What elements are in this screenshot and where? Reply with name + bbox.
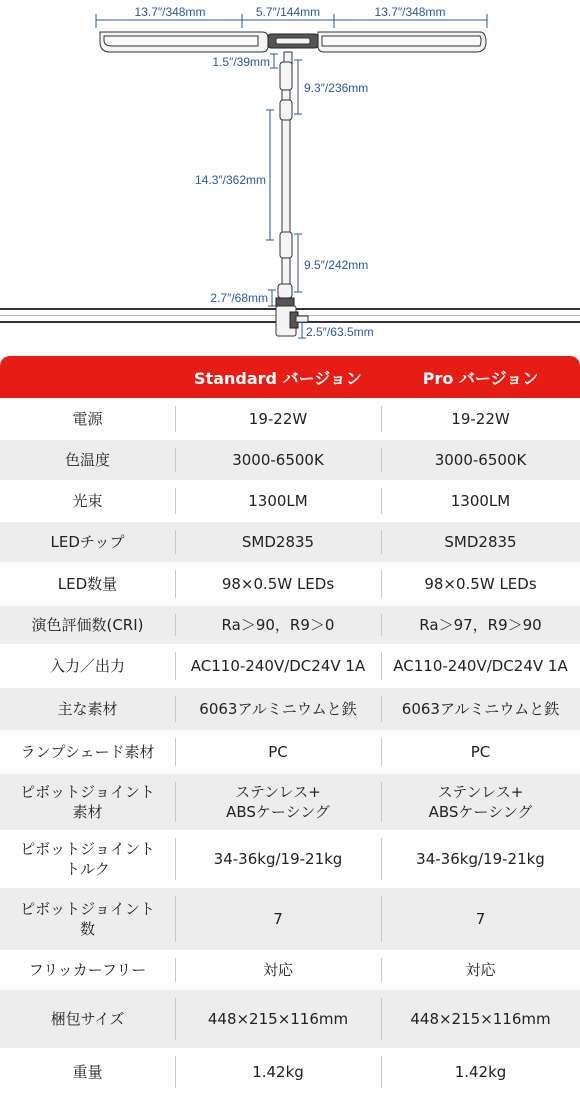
dim-lower-arm: 9.5″/242mm (304, 258, 369, 272)
row-label-text: ランプシェード素材 (20, 743, 155, 761)
table-row (0, 830, 580, 888)
standard-value-text: 34-36kg/19-21kg (213, 850, 343, 868)
standard-value (175, 480, 381, 522)
pro-value (381, 606, 580, 644)
standard-value-text: 対応 (262, 961, 293, 979)
pro-value-text: 対応 (465, 961, 496, 979)
row-label-text: LEDチップ (50, 533, 125, 551)
pro-value-text: ステンレス+ ABSケーシング (428, 783, 533, 821)
dim-neck: 1.5″/39mm (212, 55, 270, 69)
table-row (0, 1048, 580, 1096)
row-label (0, 774, 175, 830)
table-row (0, 644, 580, 688)
row-label-text: 重量 (72, 1063, 103, 1081)
pro-value-text: 34-36kg/19-21kg (416, 850, 545, 868)
pro-value (381, 950, 580, 990)
pro-value (381, 1048, 580, 1096)
row-label (0, 480, 175, 522)
table-row (0, 950, 580, 990)
standard-value-text: 1.42kg (252, 1063, 304, 1081)
pro-value (381, 990, 580, 1048)
pro-value-text: 98×0.5W LEDs (424, 575, 537, 593)
standard-value-text: SMD2835 (241, 533, 315, 551)
table-row (0, 888, 580, 950)
table-row (0, 440, 580, 480)
spec-table-body (0, 398, 580, 1096)
row-label (0, 888, 175, 950)
standard-value-text: PC (268, 743, 288, 761)
row-label (0, 830, 175, 888)
pro-value-text: AC110-240V/DC24V 1A (393, 657, 568, 675)
row-label-text: LED数量 (57, 575, 118, 593)
row-label-text: ピボットジョイント トルク (20, 840, 155, 878)
table-row (0, 606, 580, 644)
standard-value-text: 3000-6500K (232, 451, 324, 469)
row-label-text: ピボットジョイント 素材 (20, 783, 155, 821)
standard-value-text: Ra＞90，R9＞0 (221, 616, 335, 634)
table-row (0, 990, 580, 1048)
standard-value (175, 440, 381, 480)
standard-value-text: 7 (273, 910, 283, 928)
pro-value (381, 688, 580, 730)
standard-value (175, 774, 381, 830)
row-label (0, 440, 175, 480)
standard-value (175, 950, 381, 990)
pro-value (381, 480, 580, 522)
table-row (0, 562, 580, 606)
pro-value-text: SMD2835 (444, 533, 517, 551)
standard-value-text: AC110-240V/DC24V 1A (190, 657, 366, 675)
pro-value (381, 730, 580, 774)
pro-value-text: 448×215×116mm (410, 1010, 551, 1028)
table-row (0, 774, 580, 830)
row-label (0, 398, 175, 440)
standard-value (175, 1048, 381, 1096)
pro-value (381, 398, 580, 440)
pro-value (381, 562, 580, 606)
standard-value (175, 688, 381, 730)
table-row (0, 730, 580, 774)
standard-value-text: 1300LM (248, 492, 308, 510)
row-label (0, 562, 175, 606)
standard-value (175, 644, 381, 688)
row-label (0, 522, 175, 562)
row-label-text: フリッカーフリー (28, 961, 147, 979)
row-label-text: 演色評価数(CRI) (31, 616, 144, 634)
standard-value-text: 19-22W (248, 410, 308, 428)
row-label (0, 644, 175, 688)
dim-base: 2.7″/68mm (210, 291, 268, 305)
header-standard: Standard バージョン (194, 368, 362, 388)
spec-table (0, 356, 580, 1096)
row-label-text: 梱包サイズ (50, 1010, 125, 1028)
row-label-text: 色温度 (64, 451, 110, 469)
table-row (0, 688, 580, 730)
row-label-text: ピボットジョイント 数 (20, 900, 155, 938)
pro-value-text: 1.42kg (454, 1063, 507, 1081)
pro-value-text: 19-22W (451, 410, 510, 428)
standard-value (175, 398, 381, 440)
row-label-text: 主な素材 (57, 700, 118, 718)
row-label-text: 入力／出力 (49, 657, 125, 675)
standard-value (175, 730, 381, 774)
pro-value (381, 522, 580, 562)
spec-table-header (0, 356, 580, 398)
row-label-text: 電源 (72, 410, 103, 428)
standard-value (175, 562, 381, 606)
pro-value (381, 888, 580, 950)
row-label (0, 950, 175, 990)
standard-value-text: 6063アルミニウムと鉄 (199, 700, 357, 718)
standard-value-text: 448×215×116mm (207, 1010, 349, 1028)
row-label (0, 1048, 175, 1096)
standard-value (175, 990, 381, 1048)
table-row (0, 398, 580, 440)
header-pro: Pro バージョン (422, 368, 539, 388)
pro-value-text: PC (470, 743, 491, 761)
lamp-dimension-diagram (0, 0, 580, 350)
dim-clamp: 2.5″/63.5mm (306, 325, 374, 339)
pro-value-text: 7 (475, 910, 486, 928)
row-label (0, 606, 175, 644)
standard-value-text: ステンレス+ ABSケーシング (226, 783, 330, 821)
pro-value-text: Ra＞97，R9＞90 (419, 616, 542, 634)
lamp-arm (276, 52, 294, 306)
row-label (0, 688, 175, 730)
standard-value-text: 98×0.5W LEDs (221, 575, 335, 593)
pro-value-text: 1300LM (450, 492, 511, 510)
desk-clamp (276, 306, 308, 336)
pro-value (381, 644, 580, 688)
dim-middle-arm: 14.3″/362mm (195, 173, 266, 187)
row-label (0, 730, 175, 774)
pro-value (381, 440, 580, 480)
row-label (0, 990, 175, 1048)
dim-upper-arm: 9.3″/236mm (304, 81, 369, 95)
standard-value (175, 522, 381, 562)
pro-value (381, 830, 580, 888)
lamp-head (100, 32, 486, 52)
pro-value-text: 3000-6500K (434, 451, 527, 469)
standard-value (175, 888, 381, 950)
dim-left-width: 13.7″/348mm (134, 5, 206, 19)
dim-center-width: 5.7″/144mm (255, 5, 321, 19)
row-label-text: 光束 (72, 492, 103, 510)
table-row (0, 480, 580, 522)
standard-value (175, 830, 381, 888)
table-row (0, 522, 580, 562)
pro-value (381, 774, 580, 830)
pro-value-text: 6063アルミニウムと鉄 (401, 700, 560, 718)
dim-right-width: 13.7″/348mm (374, 5, 446, 19)
standard-value (175, 606, 381, 644)
